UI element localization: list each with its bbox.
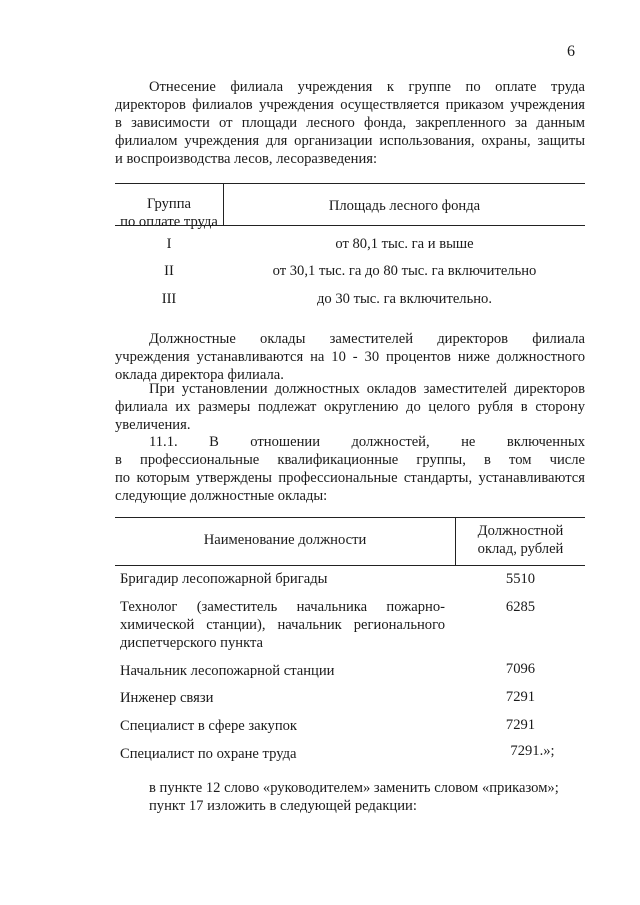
- text-line: в профессиональные квалификационные группы, в том числе: [115, 452, 585, 468]
- area-cell: от 80,1 тыс. га и выше: [335, 236, 474, 252]
- salary-cell: 7291: [505, 689, 536, 705]
- closing-paragraph: [149, 779, 585, 815]
- text-line: пункт 17 изложить в следующей редакции:: [149, 798, 417, 814]
- position-cell: Специалист по охране труда: [120, 746, 297, 762]
- text-line: Отнесение филиала учреждения к группе по оплате труда: [149, 79, 585, 95]
- text-line: в пункте 12 слово «руководителем» заменить словом «приказом»;: [149, 780, 559, 796]
- group-cell: I: [166, 236, 172, 252]
- group-column-header: Группа по оплате труда: [120, 196, 218, 230]
- text-line: следующие должностные оклады:: [115, 488, 328, 504]
- salary-cell: 7291: [505, 717, 536, 733]
- salary-cell: 6285: [505, 599, 536, 615]
- clause-11-1-paragraph: [115, 433, 585, 505]
- group-cell: III: [161, 291, 177, 307]
- text-line: филиала их размеры подлежат округлению до целого рубля в сторону: [115, 399, 585, 415]
- area-cell: от 30,1 тыс. га до 80 тыс. га включительно: [272, 263, 537, 279]
- text-line: оклада директора филиала.: [115, 367, 284, 383]
- text-line: директоров филиалов учреждения осуществляется приказом учреждения: [115, 97, 585, 113]
- rounding-paragraph: [115, 380, 585, 434]
- area-column-header: Площадь лесного фонда: [328, 198, 481, 214]
- position-cell: Начальник лесопожарной станции: [120, 663, 335, 679]
- table-rule-top: [115, 517, 585, 518]
- position-cell: Бригадир лесопожарной бригады: [120, 571, 328, 587]
- table-rule-top: [115, 183, 585, 184]
- table-header-rule: [115, 225, 585, 226]
- area-cell: до 30 тыс. га включительно.: [317, 291, 492, 307]
- text-line: по которым утверждены профессиональные стандарты, устанавливаются: [115, 470, 585, 486]
- salary-column-header: Должностной оклад, рублей: [477, 523, 564, 557]
- text-line: учреждения устанавливаются на 10 - 30 процентов ниже должностного: [115, 349, 585, 365]
- position-cell: Инженер связи: [120, 690, 214, 706]
- page-number: 6: [567, 43, 575, 60]
- position-column-header: Наименование должности: [203, 532, 367, 548]
- text-line: При установлении должностных окладов заместителей директоров: [149, 381, 585, 397]
- intro-paragraph: [115, 78, 585, 168]
- text-line: и воспроизводства лесов, лесоразведения:: [115, 151, 378, 167]
- text-line: 11.1. В отношении должностей, не включенных: [149, 434, 585, 450]
- text-line: филиалом учреждения для организации использования, охраны, защиты: [115, 133, 585, 149]
- deputy-salary-paragraph: [115, 330, 585, 384]
- salary-cell: 7291.»;: [510, 743, 555, 759]
- group-cell: II: [164, 263, 174, 279]
- text-line: в зависимости от площади лесного фонда, закрепленного за данным: [115, 115, 585, 131]
- salary-cell: 7096: [505, 661, 536, 677]
- text-line: увеличения.: [115, 417, 191, 433]
- text-line: Должностные оклады заместителей директоров филиала: [149, 331, 585, 347]
- salary-cell: 5510: [505, 571, 536, 587]
- table-header-rule: [115, 565, 585, 566]
- position-cell: Технолог (заместитель начальника пожарно- химической станции), начальник регионального диспетчерского пункта: [120, 599, 445, 651]
- position-cell: Специалист в сфере закупок: [120, 718, 298, 734]
